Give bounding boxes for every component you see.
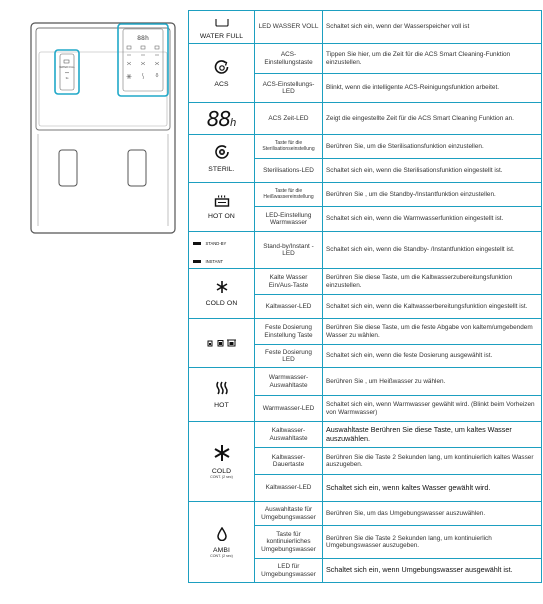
row-desc: Zeigt die eingestellte Zeit für die ACS Smart Cleaning Funktion an. [323, 103, 542, 135]
snowflake-icon [213, 444, 231, 462]
row-name: LED für Umgebungswasser [255, 559, 323, 583]
standby-label: STAND-BY [205, 241, 227, 246]
svg-text:WATER FULL: WATER FULL [59, 66, 75, 69]
cup-size-icons [207, 339, 237, 347]
row-desc: Schaltet sich ein, wenn die Sterilisationsfunktion eingestellt ist. [323, 159, 542, 183]
row-name: Warmwasser-Auswahltaste [255, 368, 323, 396]
acs-icon [214, 59, 230, 75]
row-name: Taste für die Sterilisationseinstellung [255, 135, 323, 159]
row-desc: Berühren Sie , um Heißwasser zu wählen. [323, 368, 542, 396]
row-desc: Berühren Sie, um das Umgebungswasser auszuwählen. [323, 502, 542, 526]
water-full-label: WATER FULL [199, 33, 244, 40]
row-desc: Tippen Sie hier, um die Zeit für die ACS Smart Cleaning-Funktion einzustellen. [323, 44, 542, 74]
panel-left-label: 3s [65, 77, 69, 80]
row-name: Kaltwasser-Auswahltaste [255, 422, 323, 448]
steril-icon-cell [189, 135, 255, 183]
acs-icon-cell [189, 44, 255, 103]
row-desc: Berühren Sie , um die Standby-/Instantfunktion einzustellen. [323, 183, 542, 207]
row-desc: Schaltet sich ein, wenn die Warmwasserfunktion eingestellt ist. [323, 207, 542, 232]
row-name: LED-Einstellung Warmwasser [255, 207, 323, 232]
row-desc: Schaltet sich ein, wenn die Standby- /Instantfunktion eingestellt ist. [323, 232, 542, 269]
row-name: Taste für die Heißwassereinstellung [255, 183, 323, 207]
seven-segment-icon: 88 [206, 106, 231, 131]
row-name: Feste Dosierung Einstellung Taste [255, 319, 323, 345]
row-desc: Schaltet sich ein, wenn die Kaltwasserbereitungsfunktion eingestellt ist. [323, 295, 542, 319]
row-desc: Schaltet sich ein, wenn die feste Dosierung ausgewählt ist. [323, 345, 542, 368]
row-desc: Schaltet sich ein, wenn kaltes Wasser gewählt wird. [323, 475, 542, 502]
hot-water-icon [215, 380, 229, 396]
acs-time-icon-cell [189, 103, 255, 135]
row-name: Kaltwasser-Dauertaste [255, 448, 323, 475]
hot-on-icon-cell [189, 183, 255, 232]
row-desc: Berühren Sie die Taste 2 Sekunden lang, um kontinuierlich Umgebungswasser auszugeben. [323, 526, 542, 559]
cold-sub-label: CONT. (2 sec) [210, 475, 233, 479]
ambi-label: AMBI [212, 546, 231, 554]
row-desc: Berühren Sie diese Taste, um die Kaltwasserzubereitungsfunktion einzustellen. [323, 269, 542, 295]
row-desc: Berühren Sie diese Taste, um die feste Abgabe von kaltem/umgebendem Wasser zu wählen. [323, 319, 542, 345]
row-name: Taste für kontinuierliches Umgebungswasser [255, 526, 323, 559]
water-drop-icon [217, 527, 227, 541]
hot-on-label: HOT ON [208, 213, 235, 220]
snowflake-icon [215, 280, 229, 294]
ambi-icon-cell [189, 502, 255, 583]
water-full-icon [215, 18, 229, 27]
fixed-dosage-icon-cell [189, 319, 255, 368]
sterilization-icon [214, 144, 230, 160]
row-name: ACS Zeit-LED [255, 103, 323, 135]
row-desc: Berühren Sie, um die Sterilisationsfunktion einzustellen. [323, 135, 542, 159]
standby-instant-icon-cell [189, 232, 255, 269]
row-name: Sterilisations-LED [255, 159, 323, 183]
hours-icon: h [230, 116, 237, 129]
cold-on-icon-cell [189, 269, 255, 319]
row-name: Stand-by/Instant -LED [255, 232, 323, 269]
row-name: Feste Dosierung LED [255, 345, 323, 368]
row-desc: Schaltet sich ein, wenn der Wasserspeicher voll ist [323, 11, 542, 44]
row-desc: Auswahltaste Berühren Sie diese Taste, um kaltes Wasser auszuwählen. [323, 422, 542, 448]
panel-digits: 88h [137, 34, 149, 42]
row-name: Kaltwasser-LED [255, 475, 323, 502]
hot-label: HOT [214, 402, 229, 409]
standby-led-icon [193, 242, 201, 245]
row-name: Kaltwasser-LED [255, 295, 323, 319]
hot-icon-cell [189, 368, 255, 422]
row-name: Auswahltaste für Umgebungswasser [255, 502, 323, 526]
row-desc: Blinkt, wenn die intelligente ACS-Reinigungsfunktion arbeitet. [323, 74, 542, 103]
cold-on-label: COLD ON [205, 300, 238, 307]
row-desc: Schaltet sich ein, wenn Warmwasser gewählt wird. (Blinkt beim Vorheizen von Warmwasser) [323, 396, 542, 422]
water-full-icon-cell [189, 11, 255, 44]
acs-label: ACS [214, 80, 229, 88]
row-name: ACS-Einstellungstaste [255, 44, 323, 74]
row-desc: Berühren Sie die Taste 2 Sekunden lang, um kontinuierlich kaltes Wasser auszugeben. [323, 448, 542, 475]
steril-label: STERIL. [208, 166, 235, 173]
cold-label: COLD [211, 468, 232, 475]
row-name: Kalte Wasser Ein/Aus-Taste [255, 269, 323, 295]
row-desc: Schaltet sich ein, wenn Umgebungswasser ausgewählt ist. [323, 559, 542, 583]
cold-icon-cell [189, 422, 255, 502]
instant-label: INSTANT [205, 259, 224, 264]
row-name: Warmwasser-LED [255, 396, 323, 422]
control-panel-table [188, 10, 542, 583]
instant-led-icon [193, 260, 201, 263]
row-name: ACS-Einstellungs-LED [255, 74, 323, 103]
row-name: LED WASSER VOLL [255, 11, 323, 44]
hot-water-setting-icon [214, 194, 230, 207]
ambi-sub-label: CONT. (2 sec) [210, 553, 233, 558]
water-dispenser-illustration [30, 22, 176, 234]
